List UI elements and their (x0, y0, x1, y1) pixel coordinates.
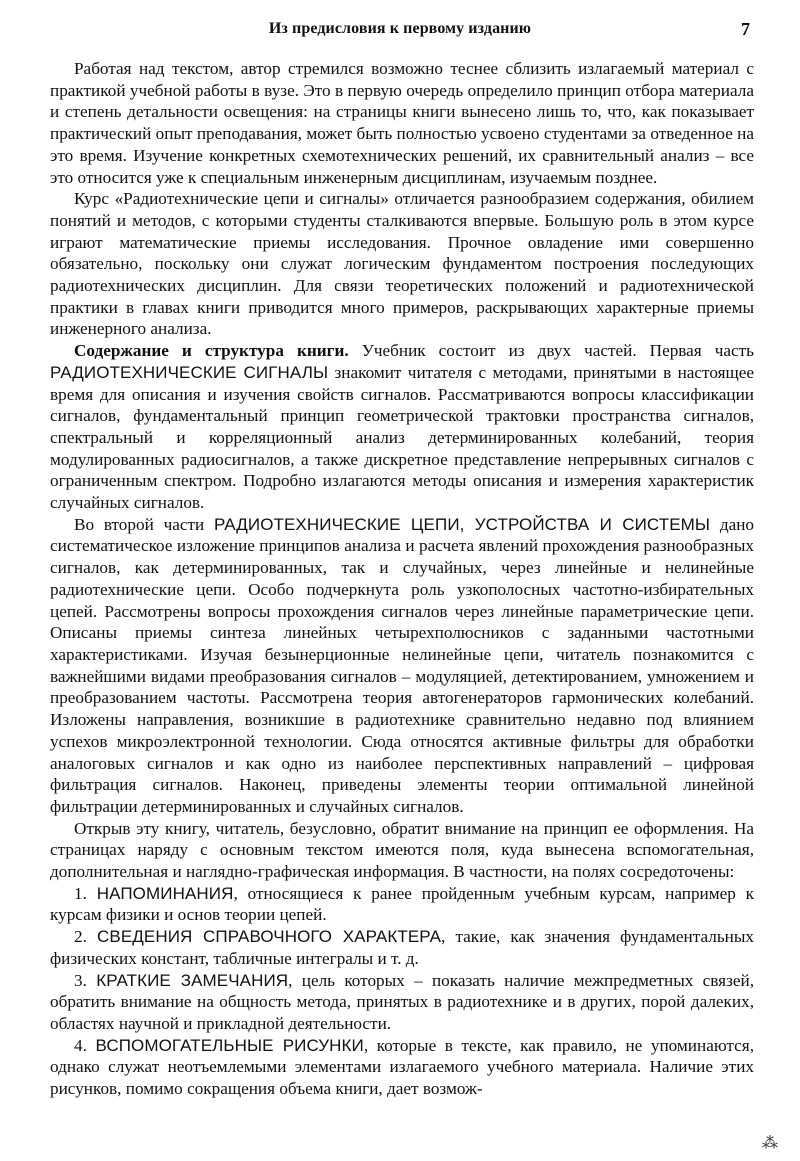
list-text: , которые в тексте, как правило, не упоминаются, однако служат неотъемлемыми элементами излагаемого учебного материала. Наличие этих рисунков, помимо сокращения объема книги, дает возмож- (50, 1035, 754, 1099)
list-term: НАПОМИНАНИЯ (96, 883, 234, 903)
part-title: РАДИОТЕХНИЧЕСКИЕ СИГНАЛЫ (50, 362, 329, 382)
list-term: ВСПОМОГАТЕЛЬНЫЕ РИСУНКИ (95, 1035, 364, 1055)
list-item (50, 970, 754, 1035)
list-text: , относящиеся к ранее пройденным учебным курсам, например к курсам физики и основ теории цепей. (50, 883, 755, 925)
paragraph-text: дано систематическое изложение принципов анализа и расчета явлений прохождения разнообразных сигналов, как детерминированных, так и случайных, через линейные и нелинейные радиотехнические цепи. Особо подчеркнута роль узкополосных частотно-избирательных цепей. Рассмотрены вопросы прохождения сигналов через линейные параметрические цепи. Описаны приемы синтеза линейных четырехполюсников с заданными частотными характеристиками. Изучая безынерционные нелинейные цепи, читатель познакомится с важнейшими видами преобразования сигналов – модуляцией, детектированием, умножением и преобразованием частоты. Рассмотрена теория автогенераторов гармонических колебаний. Изложены направления, возникшие в радиотехнике сравнительно недавно под влиянием успехов микроэлектронной технологии. Сюда относятся активные фильтры для обработки аналоговых сигналов и как одно из наиболее перспективных направлений – цифровая фильтрация сигналов. Наконец, приведены элементы теории оптимальной линейной фильтрации детерминированных и случайных сигналов. (50, 514, 754, 816)
section-heading: Содержание и структура книги. (74, 341, 349, 361)
part-title: РАДИОТЕХНИЧЕСКИЕ ЦЕПИ, УСТРОЙСТВА И СИСТЕМЫ (213, 514, 711, 534)
paragraph-text: знакомит читателя с методами, принятыми в настоящее время для описания и изучения свойств сигналов. Рассматриваются вопросы классификации сигналов, фундаментальный принцип геометрической трактовки пространства сигналов, спектральный и корреляционный анализ детерминированных колебаний, теория модулированных радиосигналов, а также дискретное представление непрерывных сигналов с ограниченным спектром. Подробно излагаются методы описания и измерения характеристик случайных сигналов. (50, 362, 755, 513)
list-term: КРАТКИЕ ЗАМЕЧАНИЯ (96, 970, 289, 990)
text-body (50, 58, 754, 1100)
list-item (50, 926, 754, 969)
paragraph: Курс «Радиотехнические цепи и сигналы» отличается разнообразием содержания, обилием понятий и методов, с которыми студенты сталкиваются впервые. Большую роль в этом курсе играют математические приемы исследования. Прочное овладение ими совершенно обязательно, поскольку они служат логическим фундаментом построения последующих радиотехнических дисциплин. Для связи теоретических положений и радиотехнической практики в главах книги приводится много примеров, раскрывающих характерные приемы инженерного анализа. (50, 189, 754, 339)
list-number: 2. (74, 927, 98, 947)
list-text: , такие, как значения фундаментальных физических констант, табличные интегралы и т. д. (50, 927, 755, 968)
corner-mark: ⁂ (762, 1135, 778, 1152)
list-number: 3. (74, 970, 97, 990)
paragraph: Работая над текстом, автор стремился возможно теснее сблизить излагаемый материал с практикой учебной работы в вузе. Это в первую очередь определило принцип отбора материала и степень детальности освещения: на страницы книги вынесено лишь то, что, как показывает практический опыт преподавания, может быть полностью усвоено студентами за отведенное на это время. Изучение конкретных схемотехнических решений, их сравнительный анализ – все это относится уже к специальным инженерным дисциплинам, изучаемым позднее. (50, 59, 754, 187)
paragraph-contents (50, 340, 754, 514)
list-term: СВЕДЕНИЯ СПРАВОЧНОГО ХАРАКТЕРА (97, 927, 442, 947)
page-header (0, 14, 800, 44)
paragraph: Открыв эту книгу, читатель, безусловно, обратит внимание на принцип ее оформления. На страницах наряду с основным текстом имеются поля, куда вынесена вспомогательная, дополнительная и наглядно-графическая информация. В частности, на полях сосредоточены: (50, 818, 754, 882)
running-head: Из предисловия к первому изданию (268, 20, 532, 37)
paragraph-part-two (50, 514, 754, 818)
list-number: 4. (74, 1035, 96, 1055)
paragraph-text: Во второй части (74, 514, 214, 534)
list-text: , цель которых – показать наличие межпредметных связей, обратить внимание на общность метода, принятых в радиотехнике и в других, порой далеких, областях научной и прикладной деятельности. (50, 970, 754, 1033)
list-item (50, 1035, 754, 1100)
list-number: 1. (74, 883, 97, 903)
list-item (50, 883, 754, 926)
paragraph-text: Учебник состоит из двух частей. Первая часть (348, 341, 754, 361)
page-number: 7 (741, 19, 750, 39)
